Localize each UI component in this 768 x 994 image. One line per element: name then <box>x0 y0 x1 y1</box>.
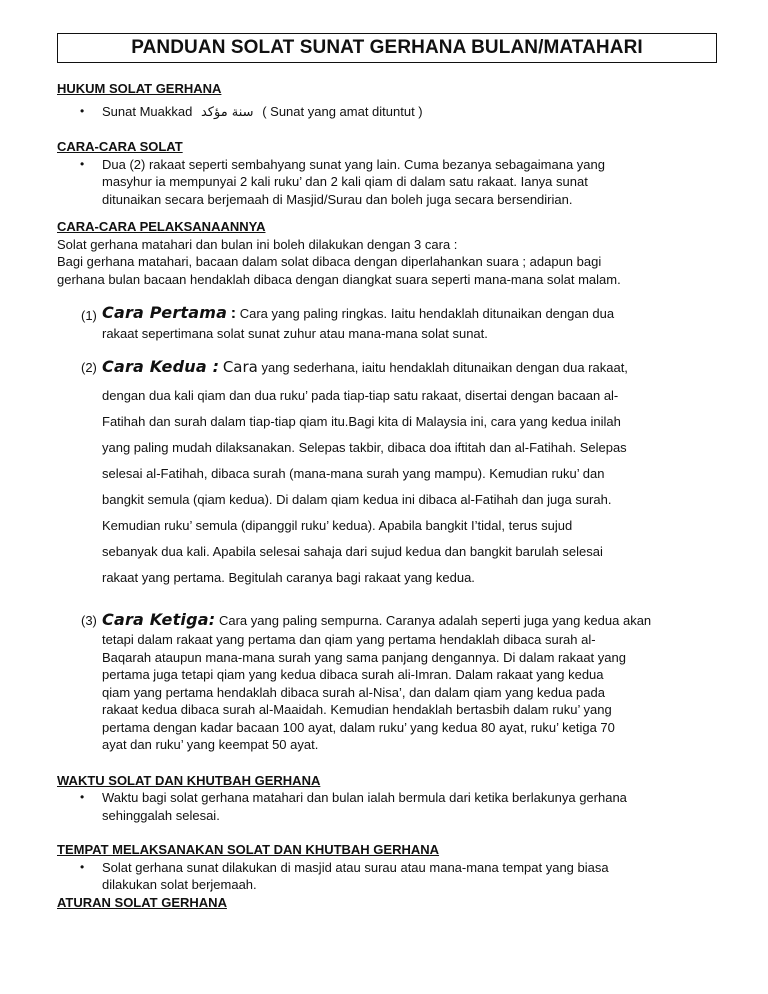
text-line: Bagi gerhana matahari, bacaan dalam solat dibaca dengan diperlahankan suara ; adapun bagi <box>57 254 602 269</box>
cara-pertama-text: Cara yang paling ringkas. Iaitu hendaklah ditunaikan dengan dua <box>239 306 615 321</box>
list-item <box>57 156 717 209</box>
bullet-icon: • <box>80 103 85 118</box>
text-line: Baqarah ataupun mana-mana surah yang sama panjang dengannya. Di dalam rakaat yang <box>102 649 626 665</box>
item-number: (2) <box>81 360 97 375</box>
section-tempat <box>57 841 717 894</box>
cara-kedua-item <box>57 356 717 591</box>
heading-waktu: WAKTU SOLAT DAN KHUTBAH GERHANA <box>57 772 321 788</box>
text-line: masyhur ia mempunyai 2 kali ruku’ dan 2 kali qiam di dalam satu rakaat. Ianya sunat <box>102 174 588 189</box>
list-item <box>57 103 717 122</box>
item-number: (3) <box>81 613 97 628</box>
cara-kedua-label: Cara Kedua : <box>102 357 220 376</box>
section-cara-solat <box>57 138 717 208</box>
text-line: Solat gerhana sunat dilakukan di masjid atau surau atau mana-mana tempat yang biasa <box>102 859 609 875</box>
heading-hukum: HUKUM SOLAT GERHANA <box>57 81 222 96</box>
text-line: Waktu bagi solat gerhana matahari dan bulan ialah bermula dari ketika berlakunya gerhana <box>102 790 627 805</box>
text-line: sehinggalah selesai. <box>102 807 220 823</box>
text-line: Dua (2) rakaat seperti sembahyang sunat yang lain. Cuma bezanya sebagaimana yang <box>102 156 605 172</box>
text-line: tetapi dalam rakaat yang pertama dan qiam yang pertama hendaklah dibaca surah al- <box>102 632 596 647</box>
cara-ketiga-label: Cara Ketiga: <box>102 610 216 629</box>
text-line: qiam yang pertama hendaklah dibaca surah al-Nisa’, dan dalam qiam yang kedua pada <box>102 684 605 700</box>
cara-kedua-text: yang sederhana, iaitu hendaklah ditunaikan dengan dua rakaat, <box>261 360 628 375</box>
bullet-icon: • <box>80 859 85 874</box>
item-number: (1) <box>81 308 97 323</box>
cara-pertama-colon: : <box>230 305 237 322</box>
text-line: ditunaikan secara berjemaah di Masjid/Surau dan boleh juga secara bersendirian. <box>102 191 573 207</box>
text-line: rakaat sepertimana solat sunat zuhur atau mana-mana solat sunat. <box>102 325 488 341</box>
section-aturan <box>57 894 717 912</box>
text-line: ayat dan ruku’ yang keempat 50 ayat. <box>102 737 319 752</box>
text-line: gerhana bulan bacaan hendaklah dibaca dengan diangkat suara seperti mana-mana solat malam. <box>57 271 621 287</box>
list-item <box>57 789 717 824</box>
heading-tempat: TEMPAT MELAKSANAKAN SOLAT DAN KHUTBAH GERHANA <box>57 842 440 857</box>
text-line: Kemudian ruku’ semula (dipanggil ruku’ kedua). Apabila bangkit I’tidal, terus sujud <box>102 518 573 533</box>
heading-aturan: ATURAN SOLAT GERHANA <box>57 894 227 910</box>
section-hukum <box>57 80 717 121</box>
text-line: Solat gerhana matahari dan bulan ini boleh dilakukan dengan 3 cara : <box>57 236 458 252</box>
section-pelaksanaan <box>57 218 717 288</box>
text-line: sebanyak dua kali. Apabila selesai sahaja dari sujud kedua dan bangkit barulah selesai <box>102 544 603 559</box>
cara-ketiga-text: Cara yang paling sempurna. Caranya adalah seperti juga yang kedua akan <box>218 613 652 628</box>
text-line: pertama dengan kadar bacaan 100 ayat, dalam ruku’ yang kedua 80 ayat, ruku’ ketiga 70 <box>102 719 615 735</box>
hukum-suffix: ( Sunat yang amat dituntut ) <box>262 103 423 119</box>
hukum-prefix: Sunat Muakkad <box>102 103 193 119</box>
list-item <box>57 859 717 894</box>
page-title: PANDUAN SOLAT SUNAT GERHANA BULAN/MATAHARI <box>57 33 717 63</box>
text-line: bangkit semula (qiam kedua). Di dalam qiam kedua ini dibaca al-Fatihah dan juga surah. <box>102 492 612 507</box>
section-waktu <box>57 772 717 825</box>
arabic-text: سنة مؤكد <box>200 104 254 120</box>
text-line: rakaat kedua dibaca surah al-Maaidah. Kemudian hendaklah bertasbih dalam ruku’ yang <box>102 702 612 717</box>
text-line: selesai al-Fatihah, dibaca surah (mana-mana surah yang mampu). Kemudian ruku’ dan <box>102 466 605 481</box>
cara-kedua-lead: Cara <box>222 358 258 376</box>
text-line: dengan dua kali qiam dan dua ruku’ pada tiap-tiap satu rakaat, disertai dengan bacaan al- <box>102 388 619 403</box>
cara-pertama-item <box>57 304 717 342</box>
text-line: pertama juga tetapi qiam yang kedua dibaca surah ali-Imran. Dalam rakaat yang kedua <box>102 667 604 682</box>
heading-cara-solat: CARA-CARA SOLAT <box>57 139 183 154</box>
cara-ketiga-item <box>57 609 717 754</box>
heading-pelaksanaan: CARA-CARA PELAKSANAANNYA <box>57 219 266 234</box>
text-line: yang paling mudah dilaksanakan. Selepas takbir, dibaca doa iftitah dan al-Fatihah. Selepas <box>102 440 627 455</box>
text-line: rakaat yang pertama. Begitulah caranya bagi rakaat yang kedua. <box>102 570 475 585</box>
cara-pertama-label: Cara Pertama <box>102 303 228 322</box>
bullet-icon: • <box>80 790 85 804</box>
document-page <box>57 33 717 911</box>
text-line: dilakukan solat berjemaah. <box>102 877 257 892</box>
bullet-icon: • <box>80 156 85 171</box>
text-line: Fatihah dan surah dalam tiap-tiap qiam itu.Bagi kita di Malaysia ini, cara yang kedua inilah <box>102 414 621 429</box>
